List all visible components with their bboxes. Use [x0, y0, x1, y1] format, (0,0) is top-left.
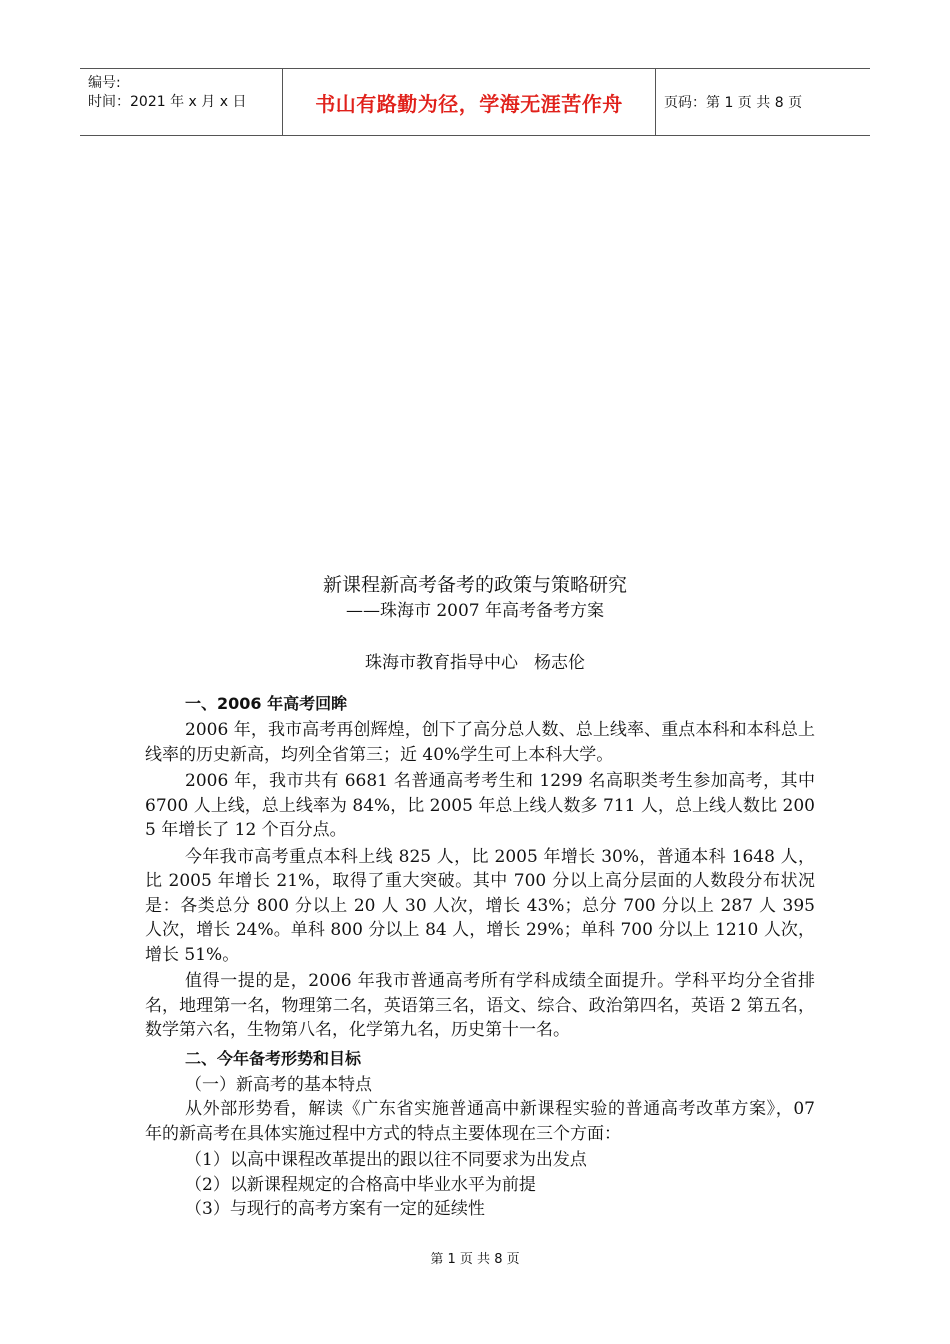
document-title: 新课程新高考备考的政策与策略研究	[322, 574, 627, 596]
paragraph-2: 2006 年，我市共有 6681 名普通高考考生和 1299 名高职类考生参加高考，其中 6700 人上线，总上线率为 84%，比 2005 年总上线人数多 711 人，总上线人数比 2005 年增长了 12 个百分点。	[145, 771, 815, 840]
time-label: 时间：2021 年 x 月 x 日	[88, 94, 247, 110]
list-item-3: （3）与现行的高考方案有一定的延续性	[185, 1199, 485, 1219]
document-body	[145, 690, 815, 1222]
author-org: 珠海市教育指导中心	[365, 653, 518, 673]
header-motto: 书山有路勤为径，学海无涯苦作舟	[282, 69, 656, 135]
paragraph-5: 从外部形势看，解读《广东省实施普通高中新课程实验的普通高考改革方案》，07 年的新高考在具体实施过程中方式的特点主要体现在三个方面：	[145, 1099, 815, 1144]
author-name: 杨志伦	[534, 653, 585, 673]
paragraph-4: 值得一提的是，2006 年我市普通高考所有学科成绩全面提升。学科平均分全省排名，地理第一名，物理第二名，英语第三名，语文、综合、政治第四名，英语 2 第五名，数学第六名，生物第八名，化学第九名，历史第十一名。	[145, 971, 815, 1040]
section-heading-1: 一、2006 年高考回眸	[185, 694, 348, 713]
list-item-1: （1）以高中课程改革提出的跟以往不同要求为出发点	[185, 1150, 587, 1170]
page-header	[80, 68, 870, 136]
page-footer: 第 1 页 共 8 页	[430, 1252, 520, 1267]
number-label: 编号:	[88, 75, 121, 91]
paragraph-1: 2006 年，我市高考再创辉煌，创下了高分总人数、总上线率、重点本科和本科总上线率的历史新高，均列全省第三；近 40%学生可上本科大学。	[145, 720, 815, 765]
author-line	[0, 648, 950, 673]
section-heading-2: 二、今年备考形势和目标	[185, 1048, 362, 1068]
subsection-heading-1: （一）新高考的基本特点	[185, 1074, 372, 1095]
paragraph-3: 今年我市高考重点本科上线 825 人，比 2005 年增长 30%，普通本科 1648 人，比 2005 年增长 21%，取得了重大突破。其中 700 分以上高分层面的人数段分布状况是：各类总分 800 分以上 20 人 30 人次，增长 43%；总分 700 分以上 287 人 395 人次，增长 24%。单科 800 分以上 84 人，增长 29%；单科 700 分以上 1210 人次，增长 51%。	[145, 846, 815, 965]
header-page-info: 页码：第 1 页 共 8 页	[664, 95, 803, 111]
document-subtitle: ——珠海市 2007 年高考备考方案	[345, 601, 605, 621]
header-meta	[80, 69, 282, 135]
list-item-2: （2）以新课程规定的合格高中毕业水平为前提	[185, 1174, 536, 1195]
